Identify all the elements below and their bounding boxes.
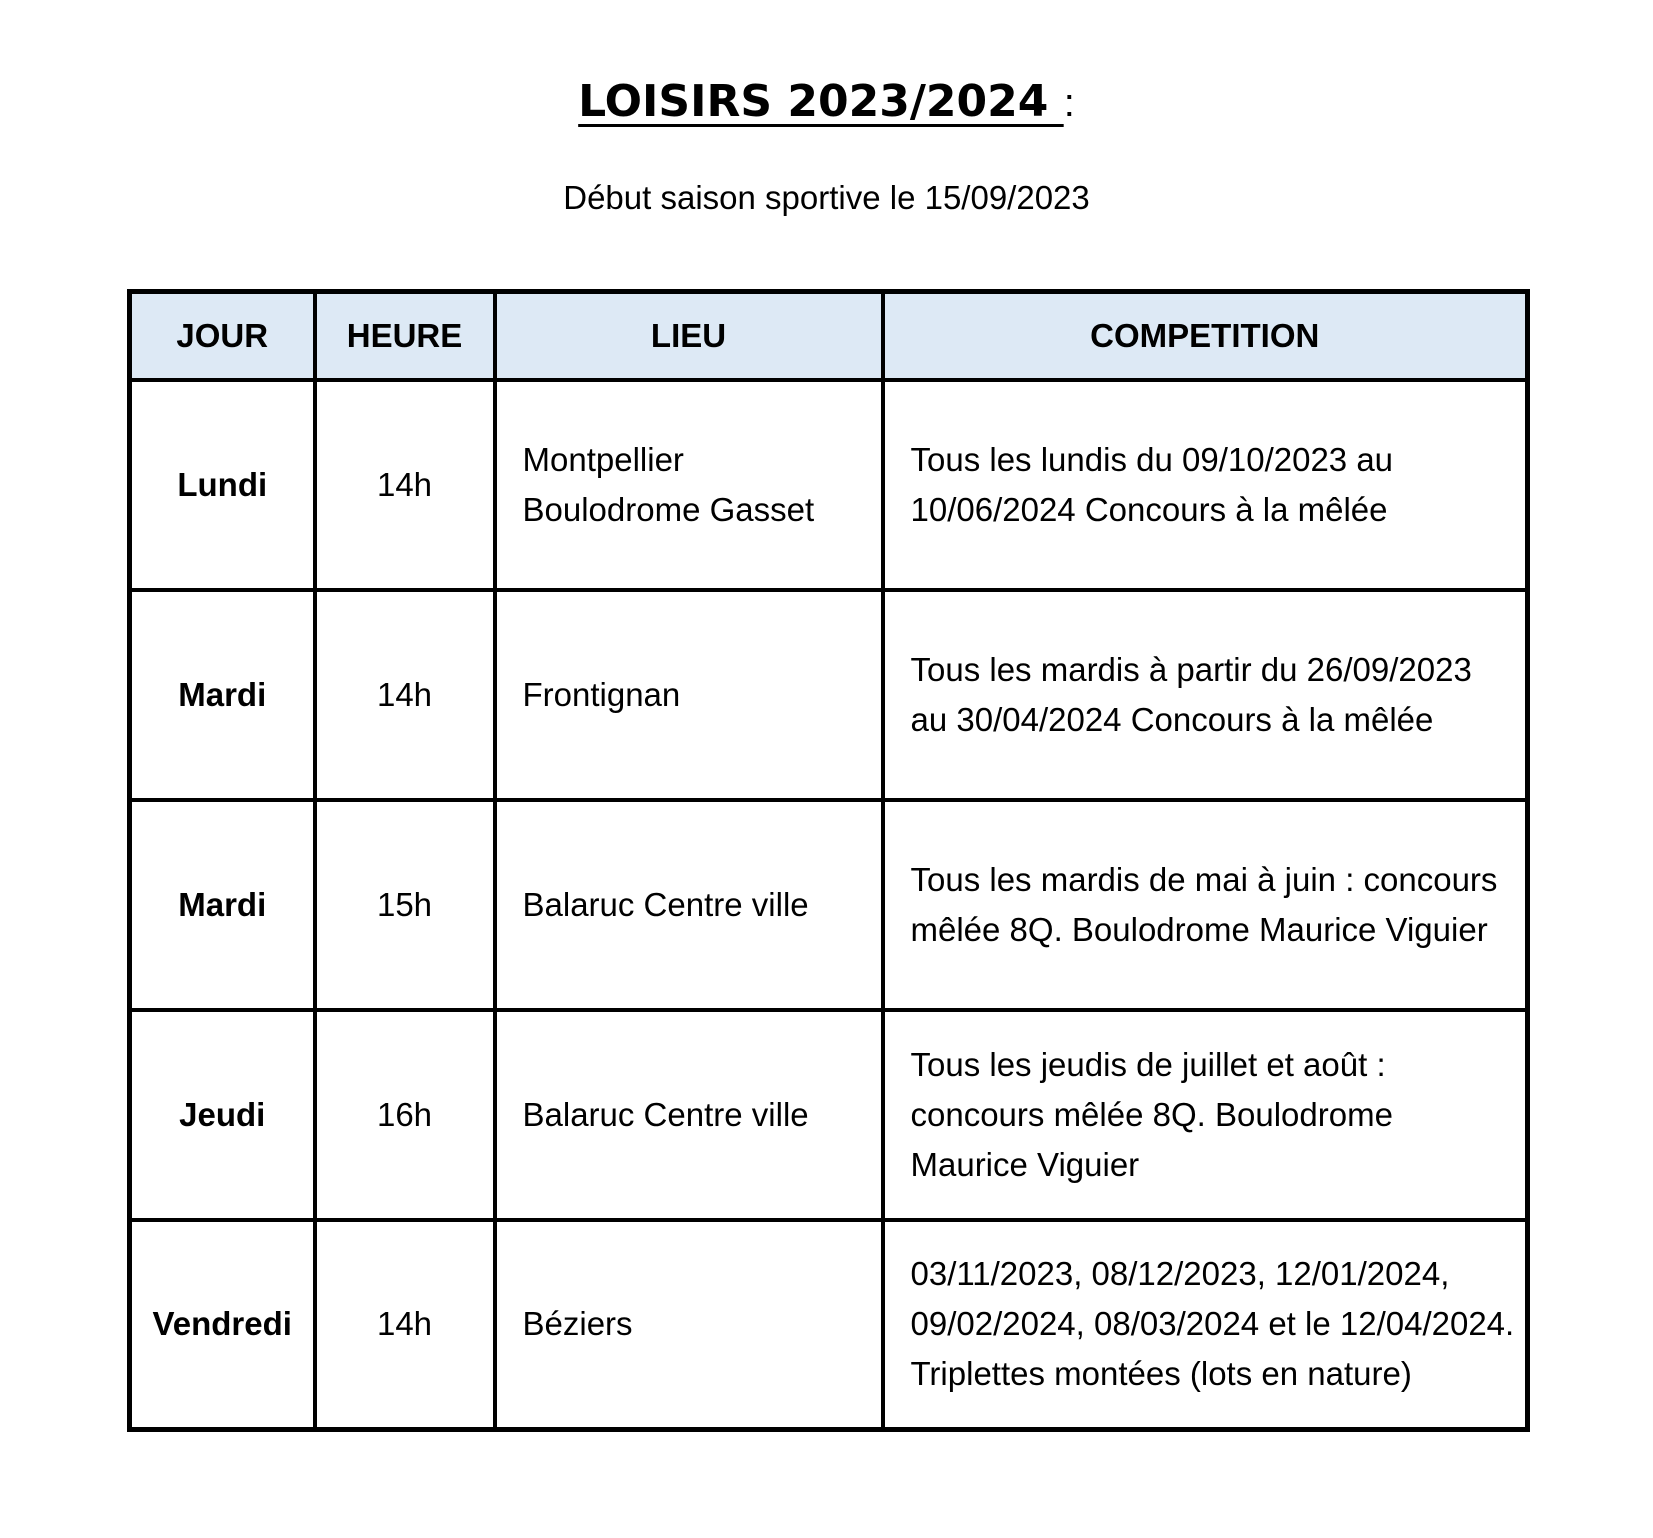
page-title [0, 72, 1653, 133]
cell-competition: Tous les mardis de mai à juin : concours mêlée 8Q. Boulodrome Maurice Viguier [883, 800, 1528, 1010]
cell-lieu: Balaruc Centre ville [495, 800, 883, 1010]
header-lieu: LIEU [495, 292, 883, 380]
cell-lieu: Frontignan [495, 590, 883, 800]
schedule-table [127, 289, 1530, 1432]
cell-heure: 14h [315, 380, 495, 590]
table-header-row [130, 292, 1528, 380]
header-competition: COMPETITION [883, 292, 1528, 380]
cell-jour: Vendredi [130, 1220, 315, 1430]
header-heure: HEURE [315, 292, 495, 380]
cell-competition: Tous les jeudis de juillet et août : concours mêlée 8Q. Boulodrome Maurice Viguier [883, 1010, 1528, 1220]
season-start-subtitle: Début saison sportive le 15/09/2023 [563, 179, 1090, 216]
cell-jour: Mardi [130, 590, 315, 800]
cell-jour: Mardi [130, 800, 315, 1010]
cell-lieu: Balaruc Centre ville [495, 1010, 883, 1220]
cell-competition: 03/11/2023, 08/12/2023, 12/01/2024, 09/02/2024, 08/03/2024 et le 12/04/2024. Triplettes montées (lots en nature) [883, 1220, 1528, 1430]
cell-heure: 16h [315, 1010, 495, 1220]
cell-heure: 14h [315, 590, 495, 800]
table-row [130, 1010, 1528, 1220]
page-title-colon: : [1063, 81, 1075, 125]
cell-lieu: Montpellier Boulodrome Gasset [495, 380, 883, 590]
table-row [130, 590, 1528, 800]
cell-lieu: Béziers [495, 1220, 883, 1430]
page-title-text: LOISIRS 2023/2024 [578, 76, 1064, 127]
cell-competition: Tous les lundis du 09/10/2023 au 10/06/2024 Concours à la mêlée [883, 380, 1528, 590]
cell-heure: 15h [315, 800, 495, 1010]
cell-competition: Tous les mardis à partir du 26/09/2023 au 30/04/2024 Concours à la mêlée [883, 590, 1528, 800]
table-row [130, 800, 1528, 1010]
header-jour: JOUR [130, 292, 315, 380]
cell-jour: Jeudi [130, 1010, 315, 1220]
cell-heure: 14h [315, 1220, 495, 1430]
cell-jour: Lundi [130, 380, 315, 590]
table-row [130, 1220, 1528, 1430]
table-row [130, 380, 1528, 590]
